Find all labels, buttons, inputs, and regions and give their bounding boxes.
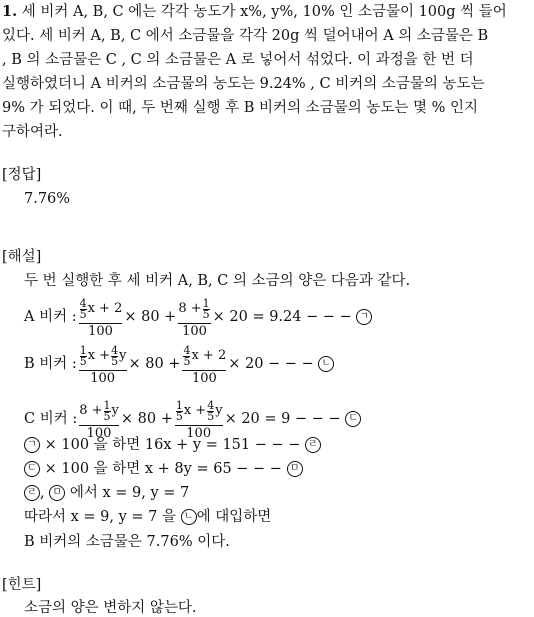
circled-rieul-icon: ㄹ xyxy=(305,437,321,453)
circled-digeut-icon: ㄷ xyxy=(345,411,361,427)
equation-b xyxy=(24,342,334,386)
hint-text: 소금의 양은 변하지 않는다. xyxy=(24,600,197,616)
eq-a-frac2-coef: $\frac{1}{5}$ xyxy=(202,296,210,321)
step-5: B 비커의 소금물은 7.76% 이다. xyxy=(24,534,230,550)
eq-a-tail: × 20 = 9.24 − − − xyxy=(212,309,352,325)
eq-b-mid: × 80 + xyxy=(128,356,181,372)
step-4: 따라서 x = 9, y = 7 을 ㄴ 에 대입하면 xyxy=(24,509,272,525)
problem-text-1: 세 비커 A, B, C 에는 각각 농도가 x%, y%, 10% 인 소금물이 100g 씩 들어 xyxy=(21,4,507,20)
circled-nieun-icon: ㄴ xyxy=(318,356,334,372)
step-2: ㄷ × 100 을 하면 x + 8y = 65 − − − ㅁ xyxy=(24,460,303,478)
step-3: ㄹ , ㅁ 에서 x = 9, y = 7 xyxy=(24,484,189,502)
step-1: ㄱ × 100 을 하면 16x + y = 151 − − − ㄹ xyxy=(24,436,321,454)
equation-c xyxy=(24,397,361,441)
problem-number: 1. xyxy=(2,3,18,20)
eq-c-tail: × 20 = 9 − − − xyxy=(224,411,341,427)
circled-mieum-icon: ㅁ xyxy=(287,461,303,477)
eq-a-frac1-coef: 4 5 xyxy=(79,296,87,321)
eq-b-fraction-2: 4 5 x + 2 100 xyxy=(183,343,227,386)
equation-a xyxy=(24,295,372,339)
circled-rieul-icon: ㄹ xyxy=(24,485,40,501)
eq-a-label: A 비커 : xyxy=(24,309,77,325)
eq-a-fraction-2: 8 + $\frac{1}{5}$ 100 xyxy=(178,296,210,339)
eq-c-fraction-1: 8 + $\frac{1}{5}$ y 100 xyxy=(79,398,119,441)
circled-nieun-icon: ㄴ xyxy=(181,509,197,525)
hint-header: [힌트] xyxy=(2,577,42,593)
problem-line-3: , B 의 소금물은 C , C 의 소금물은 A 로 넣어서 섞었다. 이 과정을 한 번 더 xyxy=(2,52,474,68)
eq-a-mid: × 80 + xyxy=(124,309,177,325)
circled-giyeok-icon: ㄱ xyxy=(356,309,372,325)
problem-line-2: 있다. 세 비커 A, B, C 에서 소금물을 각각 20g 씩 덜어내어 A 의 소금물은 B xyxy=(2,28,489,44)
solution-header: [해설] xyxy=(2,249,42,265)
circled-mieum-icon: ㅁ xyxy=(49,485,65,501)
answer-header: [정답] xyxy=(2,167,42,183)
problem-line-6: 구하여라. xyxy=(2,124,63,140)
answer-value: 7.76% xyxy=(24,191,71,207)
problem-line-4: 실행하였더니 A 비커의 소금물의 농도는 9.24% , C 비커의 소금물의 농도는 xyxy=(2,76,485,92)
circled-digeut-icon: ㄷ xyxy=(24,461,40,477)
eq-c-fraction-2: 1 5 x + $\frac{4}{5}$ y 100 xyxy=(175,398,223,441)
eq-b-tail: × 20 − − − xyxy=(228,356,314,372)
eq-b-label: B 비커 : xyxy=(24,356,77,372)
eq-c-mid: × 80 + xyxy=(120,411,173,427)
problem-line-1 xyxy=(2,3,507,21)
solution-intro: 두 번 실행한 후 세 비커 A, B, C 의 소금의 양은 다음과 같다. xyxy=(24,273,411,289)
eq-c-label: C 비커 : xyxy=(24,411,78,427)
eq-a-fraction-1: 4 5 x + 2 100 xyxy=(79,296,123,339)
eq-b-fraction-1: 1 5 x + $\frac{4}{5}$ y 100 xyxy=(79,343,127,386)
circled-giyeok-icon: ㄱ xyxy=(24,437,40,453)
problem-line-5: 9% 가 되었다. 이 때, 두 번째 실행 후 B 비커의 소금물의 농도는 몇 % 인지 xyxy=(2,100,478,116)
